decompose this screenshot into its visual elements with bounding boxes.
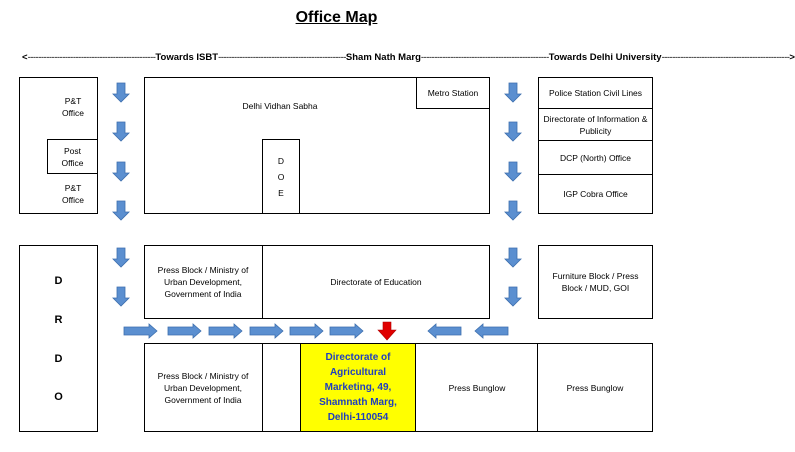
doe-letter: O xyxy=(277,172,285,182)
police-station: Police Station Civil Lines xyxy=(548,88,643,98)
drdo-letter: D xyxy=(54,353,63,365)
directorate-info-publicity: Directorate of Information & Publicity xyxy=(543,113,648,136)
down-arrow-icon xyxy=(113,201,129,220)
destination-directorate-agri-marketing: Directorate of Agricultural Marketing, 49, Shamnath Marg, Delhi-110054 xyxy=(300,344,416,431)
road-dashes: ------------------------------------------------ xyxy=(420,52,549,63)
right-arrow-icon xyxy=(209,324,242,338)
doe-letter: D xyxy=(277,156,285,166)
drdo-letter: D xyxy=(54,275,63,287)
right-arrow-icon xyxy=(290,324,323,338)
destination-marker-icon xyxy=(378,322,396,340)
page-title: Office Map xyxy=(295,9,378,26)
down-arrow-icon xyxy=(505,122,521,141)
left-arrow-icon xyxy=(475,324,508,338)
down-arrow-icon xyxy=(113,83,129,102)
delhi-vidhan-sabha: Delhi Vidhan Sabha xyxy=(242,101,318,111)
press-bungalow-2: Press Bunglow xyxy=(566,382,624,393)
doe-letter: E xyxy=(278,188,284,198)
down-arrow-icon xyxy=(505,83,521,102)
drdo-letter: O xyxy=(54,391,63,403)
down-arrow-icon xyxy=(505,162,521,181)
right-arrow-icon xyxy=(330,324,363,338)
drdo-letter: R xyxy=(54,314,63,326)
igp-cobra-office: IGP Cobra Office xyxy=(563,189,628,199)
right-arrow-icon xyxy=(250,324,283,338)
right-arrow-icon xyxy=(168,324,201,338)
furniture-block: Furniture Block / Press Block / MUD, GOI xyxy=(552,271,639,293)
down-arrow-icon xyxy=(113,287,129,306)
left-arrowhead: < xyxy=(22,52,28,63)
road-dashes: ------------------------------------------------ xyxy=(661,52,790,63)
towards-du-label: Towards Delhi University xyxy=(548,52,662,63)
right-arrowhead: > xyxy=(789,52,795,63)
sham-nath-marg-label: Sham Nath Marg xyxy=(345,52,421,63)
dcp-north-office: DCP (North) Office xyxy=(559,152,631,163)
post-office: Post Office xyxy=(61,145,84,168)
directorate-of-education: Directorate of Education xyxy=(330,277,422,287)
road-dashes: ------------------------------------------------ xyxy=(218,52,346,63)
down-arrow-icon xyxy=(505,248,521,267)
down-arrow-icon xyxy=(113,248,129,267)
pt-office-top: P&T Office xyxy=(61,96,85,118)
metro-station: Metro Station xyxy=(427,88,479,98)
pt-office-bottom: P&T Office xyxy=(61,183,85,205)
press-block-bottom: Press Block / Ministry of Urban Development, Government of India xyxy=(157,370,249,405)
left-arrow-icon xyxy=(428,324,461,338)
down-arrow-icon xyxy=(113,122,129,141)
press-bungalow-1: Press Bunglow xyxy=(448,382,506,393)
press-block-middle: Press Block / Ministry of Urban Development, Government of India xyxy=(157,265,249,299)
road-dashes: ------------------------------------------------ xyxy=(27,52,156,63)
down-arrow-icon xyxy=(113,162,129,181)
down-arrow-icon xyxy=(505,201,521,220)
towards-isbt-label: Towards ISBT xyxy=(155,52,219,63)
right-arrow-icon xyxy=(124,324,157,338)
down-arrow-icon xyxy=(505,287,521,306)
